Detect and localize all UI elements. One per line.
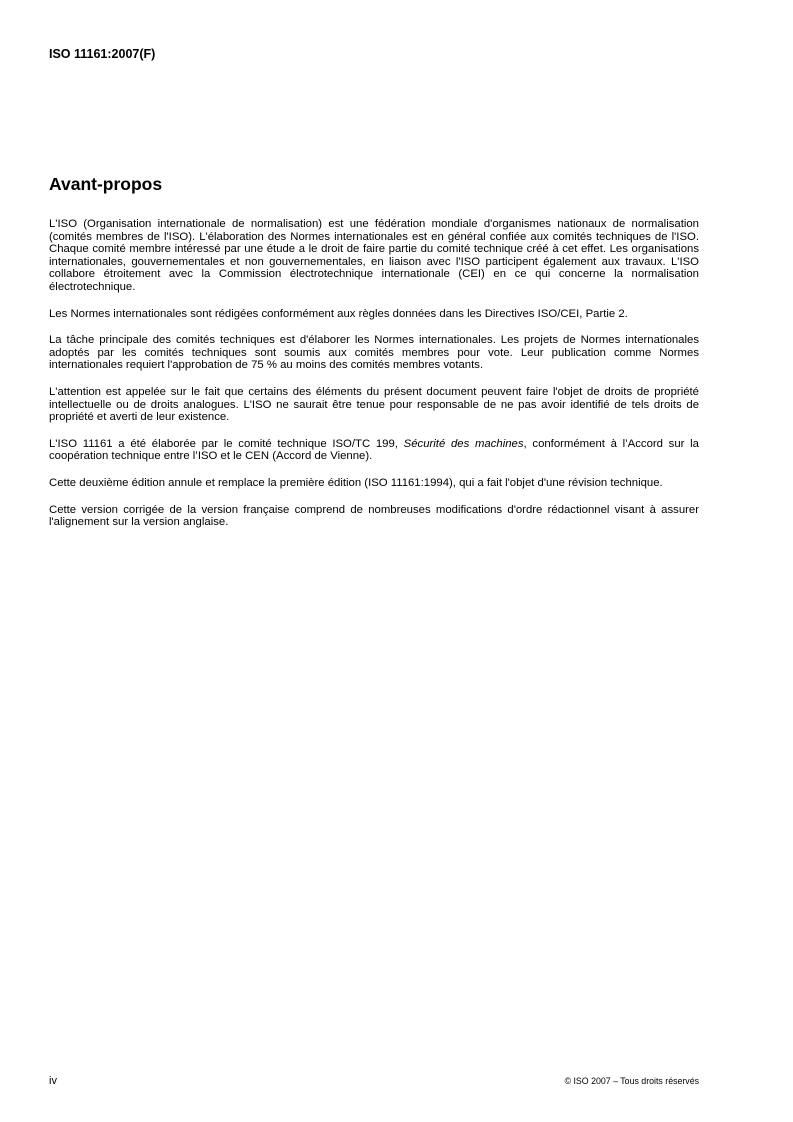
paragraph-iso-organisation: L'ISO (Organisation internationale de normalisation) est une fédération mondiale d'organismes nationaux de normalisation (comités membres de l'ISO). L'élaboration des Normes internationales est en général confiée aux comités techniques de l'ISO. Chaque comité membre intéressé par une étude a le droit de faire partie du comité technique créé à cet effet. Les organisations internationales, gouvernementales et non gouvernementales, en liaison avec l'ISO participent également aux travaux. L'ISO collabore étroitement avec la Commission électrotechnique internationale (CEI) en ce qui concerne la normalisation électrotechnique. [49, 218, 699, 293]
paragraph-corrected-version: Cette version corrigée de la version française comprend de nombreuses modifications d'ordre rédactionnel visant à assurer l'alignement sur la version anglaise. [49, 503, 699, 529]
paragraph-edition: Cette deuxième édition annule et remplace la première édition (ISO 11161:1994), qui a fait l'objet d'une révision technique. [49, 476, 663, 489]
document-id: ISO 11161:2007(F) [49, 47, 156, 61]
section-title: Avant-propos [49, 174, 163, 194]
committee-title-italic: Sécurité des machines [403, 437, 524, 450]
foreword-body [49, 218, 699, 543]
committee-text-before: L'ISO 11161 a été élaborée par le comité technique ISO/TC 199, [49, 437, 404, 450]
paragraph-patent-rights: L'attention est appelée sur le fait que certains des éléments du présent document peuvent faire l'objet de droits de propriété intellectuelle ou de droits analogues. L'ISO ne saurait être tenue pour responsable de ne pas avoir identifié de tels droits de propriété et averti de leur existence. [49, 385, 699, 424]
paragraph-technical-committees: La tâche principale des comités techniques est d'élaborer les Normes internationales. Les projets de Normes internationales adoptés par les comités techniques sont soumis aux comités membres pour vote. Leur publication comme Normes internationales requiert l'approbation de 75 % au moins des comités membres votants. [49, 334, 699, 372]
copyright-notice: © ISO 2007 – Tous droits réservés [564, 1076, 699, 1086]
page-number: iv [49, 1075, 57, 1087]
committee-text-after: , conformément à l’Accord sur la coopération technique entre l’ISO et le CEN (Accord de Vienne). [49, 437, 699, 463]
paragraph-committee [49, 438, 699, 463]
paragraph-directives: Les Normes internationales sont rédigées conformément aux règles données dans les Directives ISO/CEI, Partie 2. [49, 307, 628, 320]
